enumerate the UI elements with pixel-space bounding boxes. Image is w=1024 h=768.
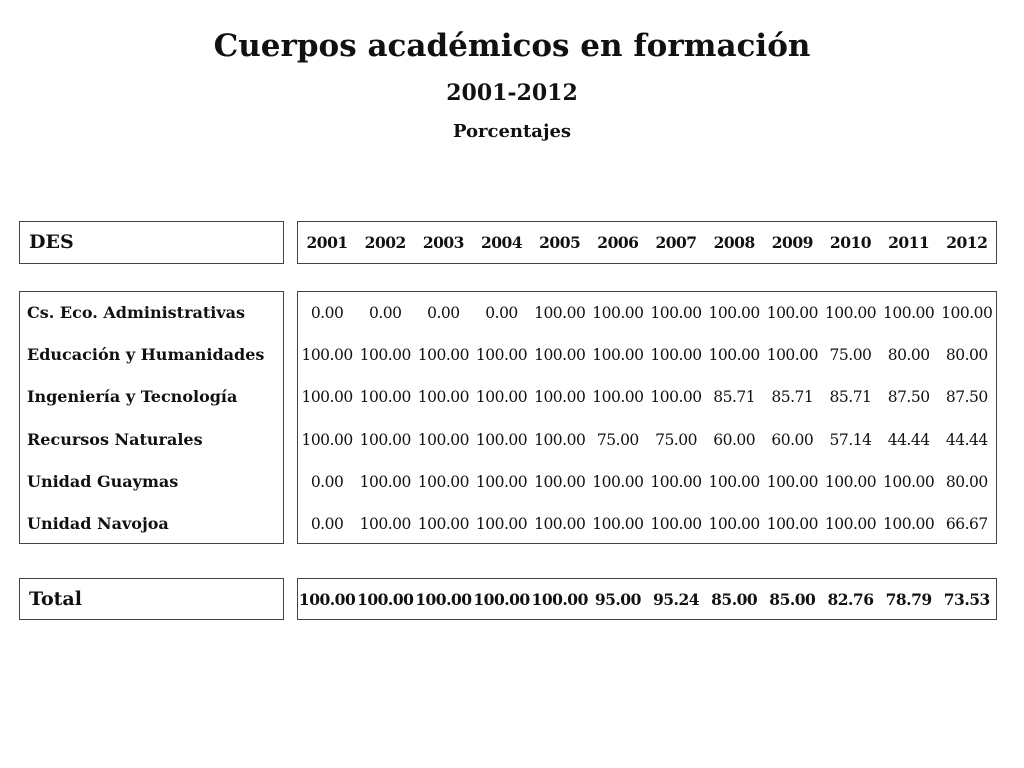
value-cell: 0.00 (310, 515, 344, 533)
total-value-cell: 95.24 (652, 590, 700, 609)
value-cell: 100.00 (766, 472, 818, 491)
total-value-cell: 95.00 (594, 590, 641, 609)
des-header-label: DES (29, 231, 74, 253)
value-cell: 100.00 (766, 346, 818, 365)
value-cell: 100.00 (359, 430, 411, 449)
year-header-cell: 2005 (539, 233, 581, 252)
years-header-box (297, 221, 997, 264)
des-row-name: Educación y Humanidades (27, 345, 265, 365)
total-value-cell: 82.76 (827, 590, 874, 609)
value-cell: 100.00 (534, 388, 586, 407)
value-cell: 100.00 (301, 388, 353, 407)
year-header-cell: 2010 (829, 233, 872, 252)
page-subtitle: 2001-2012 (446, 80, 578, 106)
value-cell: 100.00 (475, 388, 528, 407)
value-cell: 100.00 (708, 346, 760, 365)
value-cell: 60.00 (713, 430, 756, 449)
total-value-cell: 85.00 (711, 590, 758, 609)
units-label: Porcentajes (452, 121, 572, 142)
value-cell: 87.50 (887, 388, 930, 407)
value-cell: 87.50 (945, 388, 988, 407)
value-cell: 100.00 (766, 304, 818, 322)
value-cell: 100.00 (534, 346, 586, 365)
value-cell: 75.00 (655, 430, 697, 449)
year-header-cell: 2003 (422, 233, 464, 252)
value-cell: 80.00 (945, 346, 988, 365)
value-cell: 100.00 (475, 430, 528, 449)
value-cell: 100.00 (650, 304, 702, 322)
table-row (298, 301, 996, 325)
value-cell: 85.71 (771, 388, 814, 407)
value-cell: 100.00 (708, 515, 760, 533)
value-cell: 100.00 (824, 472, 877, 491)
value-cell: 100.00 (592, 346, 644, 365)
years-header-row (298, 231, 996, 255)
value-cell: 100.00 (534, 472, 586, 491)
value-cell: 57.14 (829, 430, 872, 449)
total-label-box (19, 578, 284, 620)
value-cell: 100.00 (883, 472, 935, 491)
year-header-cell: 2012 (946, 233, 988, 252)
value-cell: 100.00 (824, 304, 877, 322)
value-cell: 0.00 (427, 304, 460, 322)
des-row-name: Unidad Navojoa (27, 514, 169, 533)
value-cell: 85.71 (713, 388, 756, 407)
value-cell: 100.00 (708, 304, 760, 322)
total-value-cell: 100.00 (357, 590, 414, 609)
total-values-box (297, 578, 997, 620)
value-cell: 100.00 (417, 346, 470, 365)
value-cell: 100.00 (708, 472, 760, 491)
value-cell: 100.00 (359, 515, 411, 533)
year-header-cell: 2002 (364, 233, 406, 252)
value-cell: 100.00 (301, 346, 353, 365)
value-cell: 100.00 (941, 304, 993, 322)
value-cell: 0.00 (368, 304, 402, 322)
value-cell: 100.00 (592, 472, 644, 491)
value-cell: 100.00 (359, 388, 411, 407)
total-value-cell: 100.00 (415, 590, 472, 609)
value-cell: 100.00 (650, 472, 702, 491)
value-cell: 100.00 (534, 304, 586, 322)
value-cell: 100.00 (359, 346, 411, 365)
value-cell: 100.00 (534, 430, 586, 449)
value-cell: 100.00 (592, 304, 644, 322)
des-row-name: Recursos Naturales (27, 429, 203, 449)
des-row-name: Ingeniería y Tecnología (27, 387, 238, 407)
value-cell: 75.00 (596, 430, 639, 449)
total-value-cell: 85.00 (769, 590, 816, 609)
total-value-cell: 100.00 (298, 590, 356, 609)
value-cell: 85.71 (829, 388, 872, 407)
value-cell: 100.00 (359, 472, 411, 491)
year-header-cell: 2004 (480, 233, 523, 252)
value-cell: 60.00 (771, 430, 814, 449)
table-row (298, 470, 996, 494)
value-cell: 100.00 (534, 515, 586, 533)
value-cell: 100.00 (650, 388, 702, 407)
value-cell: 0.00 (485, 304, 518, 322)
total-value-cell: 100.00 (531, 590, 588, 609)
value-cell: 100.00 (475, 472, 528, 491)
value-cell: 100.00 (592, 515, 644, 533)
value-cell: 100.00 (824, 515, 877, 533)
value-cell: 100.00 (883, 304, 935, 322)
des-row-name: Unidad Guaymas (27, 471, 179, 491)
value-cell: 100.00 (650, 515, 702, 533)
year-header-cell: 2009 (771, 233, 813, 252)
value-cell: 44.44 (945, 430, 988, 449)
value-cell: 100.00 (417, 472, 470, 491)
year-header-cell: 2011 (888, 233, 930, 252)
table-row (298, 385, 996, 409)
value-cell: 100.00 (592, 388, 644, 407)
total-value-cell: 78.79 (885, 590, 932, 609)
value-cell: 100.00 (417, 515, 470, 533)
year-header-cell: 2008 (713, 233, 755, 252)
total-value-cell: 73.53 (943, 590, 990, 609)
year-header-cell: 2006 (597, 233, 639, 252)
table-row (298, 428, 996, 452)
value-cell: 44.44 (887, 430, 930, 449)
value-cell: 100.00 (417, 388, 470, 407)
year-header-cell: 2001 (306, 233, 348, 252)
des-row-name: Cs. Eco. Administrativas (27, 303, 246, 322)
value-cell: 66.67 (945, 515, 988, 533)
value-cell: 100.00 (766, 515, 818, 533)
values-box (297, 291, 997, 544)
value-cell: 75.00 (829, 346, 872, 365)
value-cell: 100.00 (475, 515, 528, 533)
value-cell: 100.00 (883, 515, 935, 533)
table-row (298, 512, 996, 536)
value-cell: 80.00 (945, 472, 988, 491)
row-names-box (19, 291, 284, 544)
year-header-cell: 2007 (655, 233, 697, 252)
total-row (298, 588, 996, 612)
value-cell: 100.00 (650, 346, 702, 365)
des-header-box (19, 221, 284, 264)
total-label: Total (29, 588, 82, 610)
page-title: Cuerpos académicos en formación (213, 28, 811, 64)
value-cell: 100.00 (301, 430, 353, 449)
value-cell: 0.00 (310, 472, 344, 491)
total-value-cell: 100.00 (473, 590, 530, 609)
value-cell: 80.00 (887, 346, 930, 365)
value-cell: 100.00 (417, 430, 470, 449)
value-cell: 0.00 (310, 304, 344, 322)
value-cell: 100.00 (475, 346, 528, 365)
table-row (298, 343, 996, 367)
